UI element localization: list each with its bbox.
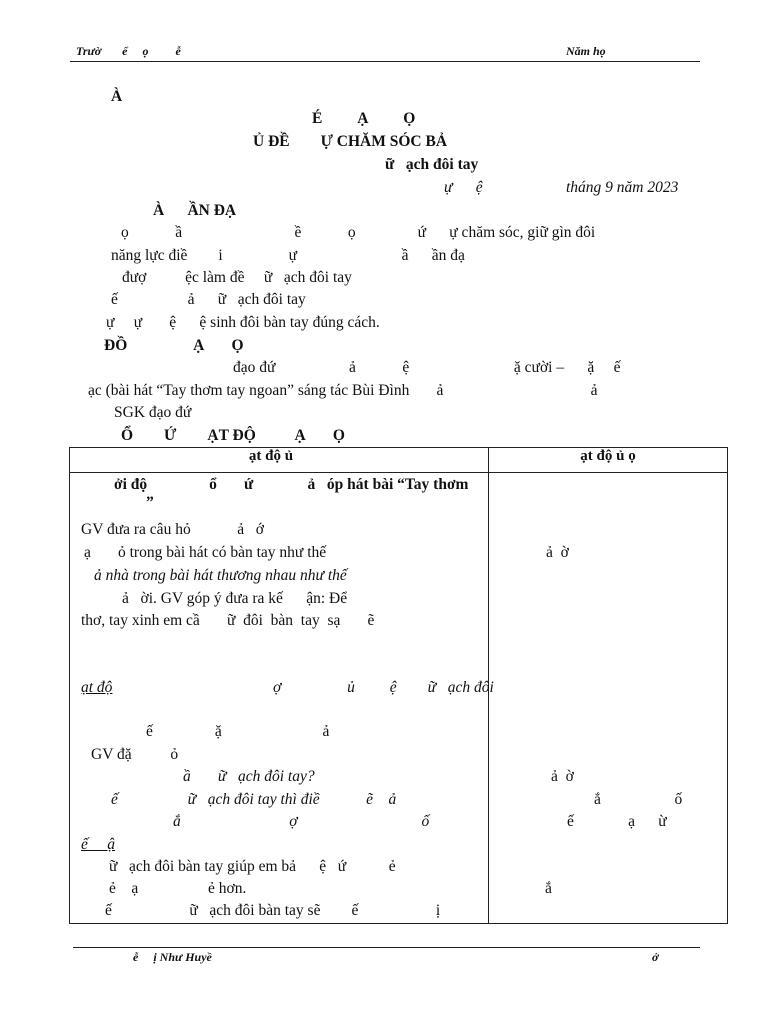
section-1-line: ự ự ệ ệ sinh đôi bàn tay đúng cách. — [106, 314, 380, 331]
footer-right-text: ở — [652, 950, 659, 964]
table-header-row — [70, 448, 728, 473]
school-year: Năm họ — [566, 44, 606, 58]
teacher-activity-cell — [70, 473, 494, 924]
lesson-activity-table — [69, 447, 728, 924]
section-1-line: ọ ầ ề ọ ứ ự chăm sóc, giữ gìn đôi — [121, 224, 596, 241]
header-rule — [70, 61, 700, 62]
teacher-line: ế ặ ả — [146, 723, 330, 740]
teacher-line: ả ời. GV góp ý đưa ra kế ận: Để — [122, 590, 348, 607]
title-prefix: À — [111, 88, 123, 105]
teacher-line: ế ữ ạch đôi bàn tay sẽ ế ị — [105, 902, 441, 919]
section-2-line: SGK đạo đứ — [114, 404, 192, 421]
date-prefix: ự ệ — [444, 179, 483, 196]
teacher-line: ế ữ ạch đôi tay thì điề ẽ ả — [111, 791, 397, 808]
section-1-line: đượ ệc làm đề ữ ạch đôi tay — [122, 269, 352, 286]
teacher-name: ễ ị Như Huyề — [133, 950, 212, 964]
teacher-line: thơ, tay xinh em cầ ữ đôi bàn tay sạ ẽ — [81, 612, 375, 629]
title-line-1: É Ạ Ọ — [312, 110, 416, 127]
teacher-line: ẻ ạ ẻ hơn. — [109, 880, 247, 897]
warmup-line: ởi độ ổ ứ ả óp hát bài “Tay thơm — [114, 476, 469, 493]
student-line: ế ạ ừ — [567, 813, 667, 830]
section-1-heading: À ẦN ĐẠ — [153, 202, 237, 219]
student-line: ả ờ — [551, 768, 574, 785]
footer-rule — [73, 947, 700, 948]
teacher-line: ắ ợ ố — [173, 813, 430, 830]
title-line-3: ữ ạch đôi tay — [385, 156, 479, 173]
student-activity-cell — [489, 473, 728, 924]
section-3-heading: Ổ Ứ ẠT ĐỘ Ạ Ọ — [121, 427, 345, 444]
teacher-activity-header: ạt độ ủ — [70, 448, 489, 473]
teacher-line: ạ ỏ trong bài hát có bàn tay như thế — [84, 544, 327, 561]
title-line-2: Ủ ĐỀ Ự CHĂM SÓC BẢ — [253, 133, 448, 150]
activity-2-title: ợ ủ ệ ữ ạch đôi — [273, 679, 494, 696]
table-row — [70, 473, 728, 924]
section-2-heading: ĐỒ Ạ Ọ — [104, 337, 244, 354]
teacher-line: ầ ữ ạch đôi tay? — [183, 768, 315, 785]
conclusion-label: ế ậ — [81, 836, 116, 853]
student-line: ả ờ — [546, 544, 569, 561]
teacher-line: ả nhà trong bài hát thương nhau như thế — [94, 567, 347, 584]
section-1-line: ế ả ữ ạch đôi tay — [111, 291, 306, 308]
date-text: tháng 9 năm 2023 — [566, 179, 679, 196]
student-line: ắ — [545, 880, 552, 897]
teacher-line: ữ ạch đôi bàn tay giúp em bả ệ ứ ẻ — [109, 858, 396, 875]
activity-2-label: ạt độ — [81, 679, 113, 696]
section-2-line: đạo đứ ả ệ ặ cười – ặ ế — [233, 359, 621, 376]
section-1-line: năng lực điề i ự ầ ần đạ — [111, 247, 465, 264]
section-2-line: ạc (bài hát “Tay thơm tay ngoan” sáng tác Bùi Đình ả ả — [88, 382, 598, 399]
student-activity-header: ạt độ ủ ọ — [489, 448, 728, 473]
warmup-line: ” — [146, 494, 154, 511]
school-name: Trườ ể ọ ễ — [76, 44, 181, 58]
teacher-line: GV đặ ỏ — [91, 746, 179, 763]
student-line: ắ ố — [594, 791, 683, 808]
teacher-line: GV đưa ra câu hỏ ả ớ — [81, 521, 264, 538]
